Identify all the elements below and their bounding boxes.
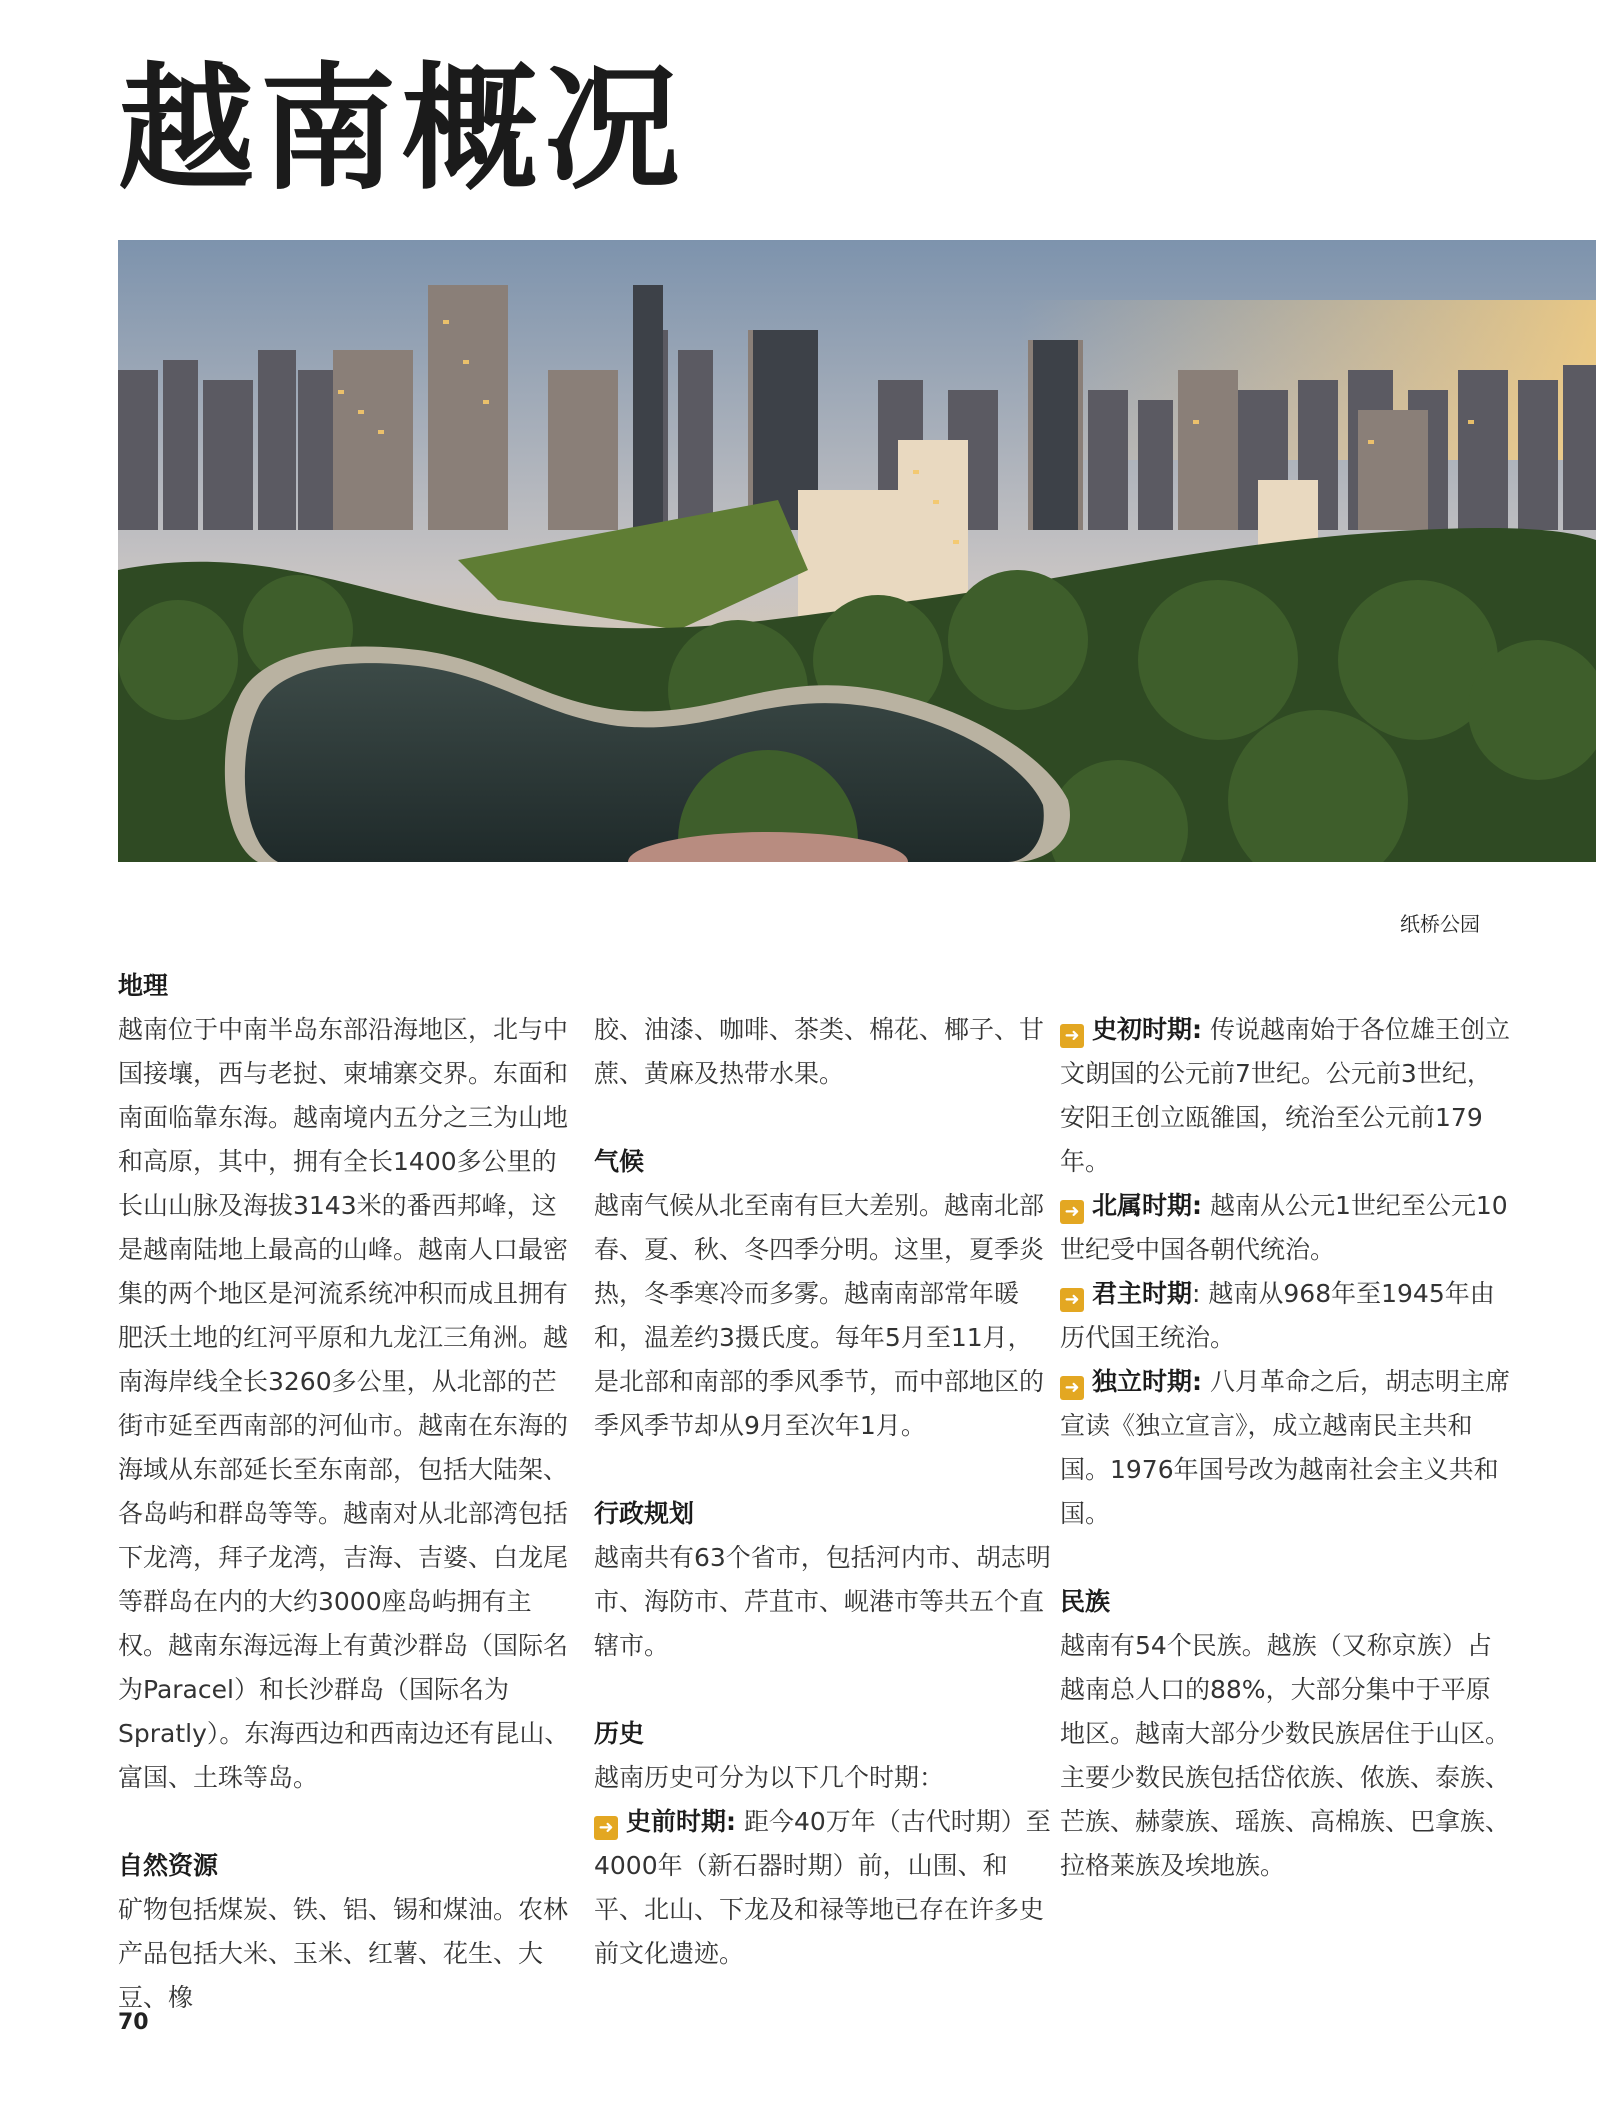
arrow-right-icon: ➜ <box>1060 1200 1084 1224</box>
arrow-right-icon: ➜ <box>1060 1288 1084 1312</box>
history-intro: 越南历史可分为以下几个时期： <box>594 1763 945 1792</box>
resources-text: 矿物包括煤炭、铁、铝、锡和煤油。农林产品包括大米、玉米、红薯、花生、大豆、橡 <box>118 1895 569 2012</box>
geography-heading: 地理 <box>118 971 169 1000</box>
arrow-right-icon: ➜ <box>1060 1376 1084 1400</box>
column-2 <box>594 1008 1054 1976</box>
page-number: 70 <box>118 2010 149 2035</box>
history-period-monarchy: ➜ 君主时期: 越南从968年至1945年由历代国王统治。 <box>1060 1279 1495 1352</box>
geography-text: 越南位于中南半岛东部沿海地区，北与中国接壤，西与老挝、柬埔寨交界。东面和南面临靠东海。越南境内五分之三为山地和高原，其中，拥有全长1400多公里的长山山脉及海拔3143米的番西邦峰，这是越南陆地上最高的山峰。越南人口最密集的两个地区是河流系统冲积而成且拥有肥沃土地的红河平原和九龙江三角洲。越南海岸线全长3260多公里，从北部的芒街市延至西南部的河仙市。越南在东海的海域从东部延长至东南部，包括大陆架、各岛屿和群岛等等。越南对从北部湾包括下龙湾，拜子龙湾，吉海、吉婆、白龙尾等群岛在内的大约3000座岛屿拥有主权。越南东海远海上有黄沙群岛（国际名为Paracel）和长沙群岛（国际名为Spratly）。东海西边和西南边还有昆山、富国、土珠等岛。 <box>118 1015 570 1792</box>
administration-text: 越南共有63个省市，包括河内市、胡志明市、海防市、芹苴市、岘港市等共五个直辖市。 <box>594 1543 1051 1660</box>
history-period-prehistoric: ➜ 史前时期: 距今40万年（古代时期）至4000年（新石器时期）前，山围、和平、北山、下龙及和禄等地已存在许多史前文化遗迹。 <box>594 1807 1051 1968</box>
ethnic-text: 越南有54个民族。越族（又称京族）占越南总人口的88%，大部分集中于平原地区。越南大部分少数民族居住于山区。主要少数民族包括岱依族、侬族、泰族、芒族、赫蒙族、瑶族、高棉族、巴拿族、拉格莱族及埃地族。 <box>1060 1631 1511 1880</box>
resources-heading: 自然资源 <box>118 1851 219 1880</box>
column-3 <box>1060 1008 1510 1888</box>
history-heading: 历史 <box>594 1719 645 1748</box>
administration-heading: 行政规划 <box>594 1499 695 1528</box>
history-period-early: ➜ 史初时期: 传说越南始于各位雄王创立文朗国的公元前7世纪。公元前3世纪，安阳王创立瓯雒国，统治至公元前179年。 <box>1060 1015 1510 1176</box>
resources-text-continued: 胶、油漆、咖啡、茶类、棉花、椰子、甘蔗、黄麻及热带水果。 <box>594 1015 1045 1088</box>
history-period-northern: ➜ 北属时期: 越南从公元1世纪至公元10世纪受中国各朝代统治。 <box>1060 1191 1508 1264</box>
photo-caption: 纸桥公园 <box>1400 912 1480 936</box>
arrow-right-icon: ➜ <box>594 1816 618 1840</box>
history-period-independence: ➜ 独立时期: 八月革命之后，胡志明主席宣读《独立宣言》，成立越南民主共和国。1976年国号改为越南社会主义共和国。 <box>1060 1367 1510 1528</box>
page-title: 越南概况 <box>118 51 686 209</box>
ethnic-heading: 民族 <box>1060 1587 1111 1616</box>
arrow-right-icon: ➜ <box>1060 1024 1084 1048</box>
city-park-photo <box>118 240 1596 862</box>
climate-text: 越南气候从北至南有巨大差别。越南北部春、夏、秋、冬四季分明。这里，夏季炎热，冬季寒冷而多雾。越南南部常年暖和，温差约3摄氏度。每年5月至11月，是北部和南部的季风季节，而中部地区的季风季节却从9月至次年1月。 <box>594 1191 1045 1440</box>
climate-heading: 气候 <box>594 1147 645 1176</box>
city-park-illustration <box>118 240 1596 862</box>
column-1 <box>118 964 578 2020</box>
